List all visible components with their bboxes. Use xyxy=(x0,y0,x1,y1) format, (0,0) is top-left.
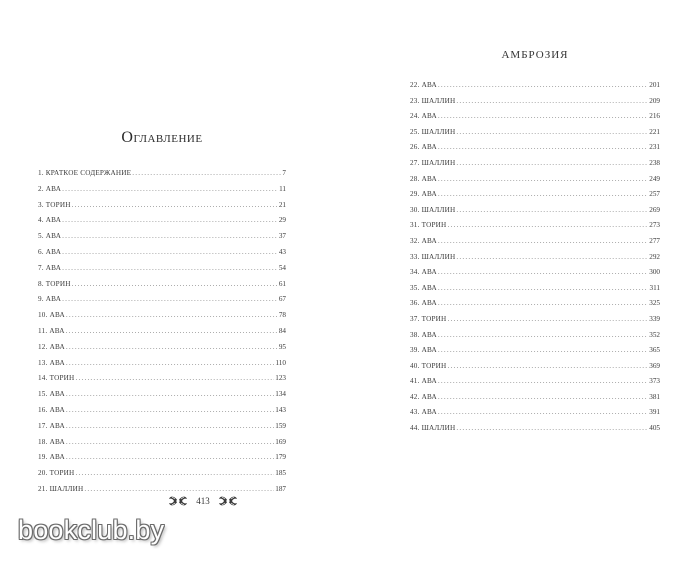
toc-leader-dots xyxy=(447,359,648,375)
toc-entry-page: 311 xyxy=(649,283,660,292)
toc-leader-dots xyxy=(438,78,648,94)
toc-leader-dots xyxy=(438,172,648,188)
toc-entry-label: 38. АВА xyxy=(410,330,437,339)
toc-entry xyxy=(410,374,660,390)
toc-leader-dots xyxy=(62,245,278,261)
toc-entry xyxy=(410,405,660,421)
toc-entry xyxy=(38,450,286,466)
toc-entry-page: 185 xyxy=(275,469,286,478)
toc-entry xyxy=(410,312,660,328)
toc-leader-dots xyxy=(438,343,648,359)
toc-leader-dots xyxy=(62,292,278,308)
toc-entry-label: 30. ШАЛЛИН xyxy=(410,205,456,214)
toc-entry-page: 187 xyxy=(275,484,286,493)
running-head: АМБРОЗИЯ xyxy=(501,49,569,61)
toc-entry xyxy=(38,261,286,277)
toc-entry xyxy=(410,296,660,312)
toc-entry-label: 22. АВА xyxy=(410,81,437,89)
toc-leader-dots xyxy=(66,324,278,340)
toc-entry-page: 201 xyxy=(649,81,660,89)
toc-entry-label: 24. АВА xyxy=(410,112,437,121)
toc-entry-page: 257 xyxy=(649,190,660,199)
toc-leader-dots xyxy=(66,308,278,324)
toc-entry-label: 26. АВА xyxy=(410,143,437,152)
toc-entry-label: 11. АВА xyxy=(38,326,65,335)
toc-entry-page: 277 xyxy=(649,236,660,245)
toc-entry-page: 221 xyxy=(649,127,660,136)
toc-leader-dots xyxy=(66,435,274,451)
toc-entry-label: 12. АВА xyxy=(38,342,65,351)
toc-entry xyxy=(38,277,286,293)
toc-entry-page: 7 xyxy=(282,169,286,177)
toc-entry-label: 19. АВА xyxy=(38,453,65,462)
toc-entry-page: 143 xyxy=(275,405,286,414)
toc-entry-label: 28. АВА xyxy=(410,174,437,183)
toc-title: Оглавление xyxy=(121,129,203,146)
toc-entry-label: 1. КРАТКОЕ СОДЕРЖАНИЕ xyxy=(38,169,132,177)
toc-entry xyxy=(410,359,660,375)
toc-entry-label: 5. АВА xyxy=(38,232,62,241)
toc-leader-dots xyxy=(72,198,278,214)
toc-entry-label: 16. АВА xyxy=(38,405,65,414)
toc-entry-label: 20. ТОРИН xyxy=(38,469,75,478)
toc-entry-label: 25. ШАЛЛИН xyxy=(410,127,456,136)
ornament-left-icon xyxy=(168,494,188,508)
toc-entry xyxy=(38,403,286,419)
toc-leader-dots xyxy=(66,419,274,435)
toc-entry-page: 238 xyxy=(649,158,660,167)
toc-entry-label: 43. АВА xyxy=(410,408,437,417)
toc-entry xyxy=(38,371,286,387)
toc-entry xyxy=(410,218,660,234)
toc-entry-page: 84 xyxy=(278,326,286,335)
toc-entry-label: 23. ШАЛЛИН xyxy=(410,96,456,105)
toc-entry xyxy=(38,213,286,229)
toc-entry-label: 13. АВА xyxy=(38,358,65,367)
toc-entry-page: 405 xyxy=(649,424,660,433)
toc-entry-page: 369 xyxy=(649,361,660,370)
toc-list-left xyxy=(38,166,286,498)
toc-leader-dots xyxy=(456,250,648,266)
toc-leader-dots xyxy=(75,466,274,482)
toc-leader-dots xyxy=(456,94,648,110)
toc-leader-dots xyxy=(456,421,648,437)
toc-entry-label: 6. АВА xyxy=(38,247,62,256)
toc-entry-page: 231 xyxy=(649,143,660,152)
toc-leader-dots xyxy=(72,277,278,293)
right-page xyxy=(410,0,660,563)
toc-entry-label: 15. АВА xyxy=(38,390,65,399)
toc-entry-label: 42. АВА xyxy=(410,392,437,401)
toc-entry xyxy=(410,250,660,266)
toc-entry xyxy=(410,187,660,203)
toc-leader-dots xyxy=(456,203,648,219)
toc-entry-label: 8. ТОРИН xyxy=(38,279,71,288)
toc-entry xyxy=(38,324,286,340)
toc-entry xyxy=(38,229,286,245)
toc-entry-page: 78 xyxy=(278,311,286,320)
toc-entry xyxy=(410,78,660,94)
toc-entry-label: 41. АВА xyxy=(410,377,437,386)
toc-entry-label: 27. ШАЛЛИН xyxy=(410,158,456,167)
toc-entry-label: 39. АВА xyxy=(410,346,437,355)
toc-entry xyxy=(410,140,660,156)
toc-leader-dots xyxy=(438,296,648,312)
page-footer xyxy=(118,492,288,510)
toc-entry-page: 37 xyxy=(278,232,286,241)
toc-leader-dots xyxy=(438,405,648,421)
toc-entry-label: 33. ШАЛЛИН xyxy=(410,252,456,261)
toc-entry xyxy=(410,265,660,281)
page-number: 413 xyxy=(196,496,210,506)
toc-entry-page: 123 xyxy=(275,374,286,383)
toc-leader-dots xyxy=(66,403,274,419)
toc-entry-page: 67 xyxy=(278,295,286,304)
toc-entry-page: 365 xyxy=(649,346,660,355)
toc-entry-label: 10. АВА xyxy=(38,311,65,320)
toc-entry-label: 32. АВА xyxy=(410,236,437,245)
toc-list-right xyxy=(410,78,660,437)
toc-entry-page: 339 xyxy=(649,314,660,323)
toc-entry xyxy=(410,281,660,297)
toc-entry xyxy=(38,435,286,451)
toc-entry xyxy=(38,356,286,372)
toc-entry-label: 31. ТОРИН xyxy=(410,221,447,230)
toc-leader-dots xyxy=(66,387,274,403)
toc-entry-label: 36. АВА xyxy=(410,299,437,308)
toc-entry xyxy=(38,466,286,482)
toc-entry xyxy=(410,109,660,125)
toc-entry xyxy=(410,421,660,437)
toc-leader-dots xyxy=(438,187,648,203)
toc-entry-label: 35. АВА xyxy=(410,283,437,292)
toc-entry-page: 216 xyxy=(649,112,660,121)
toc-entry xyxy=(410,328,660,344)
toc-leader-dots xyxy=(456,125,648,141)
toc-entry xyxy=(38,182,286,198)
toc-leader-dots xyxy=(62,261,278,277)
toc-entry-label: 29. АВА xyxy=(410,190,437,199)
toc-leader-dots xyxy=(438,328,648,344)
toc-leader-dots xyxy=(66,450,274,466)
toc-entry-label: 14. ТОРИН xyxy=(38,374,75,383)
toc-entry-label: 34. АВА xyxy=(410,268,437,277)
toc-entry-page: 43 xyxy=(278,247,286,256)
toc-entry xyxy=(410,94,660,110)
toc-entry-label: 21. ШАЛЛИН xyxy=(38,484,84,493)
toc-leader-dots xyxy=(438,109,648,125)
toc-leader-dots xyxy=(438,390,648,406)
toc-leader-dots xyxy=(62,229,278,245)
toc-entry-label: 37. ТОРИН xyxy=(410,314,447,323)
ornament-right-icon xyxy=(218,494,238,508)
toc-entry-label: 2. АВА xyxy=(38,184,62,193)
toc-entry-label: 3. ТОРИН xyxy=(38,200,71,209)
toc-entry-page: 95 xyxy=(278,342,286,351)
toc-entry-page: 273 xyxy=(649,221,660,230)
toc-leader-dots xyxy=(66,356,275,372)
toc-entry xyxy=(410,125,660,141)
toc-entry-page: 134 xyxy=(275,390,286,399)
toc-leader-dots xyxy=(438,234,648,250)
toc-entry xyxy=(38,245,286,261)
toc-entry-label: 40. ТОРИН xyxy=(410,361,447,370)
toc-entry xyxy=(410,234,660,250)
toc-entry-label: 9. АВА xyxy=(38,295,62,304)
toc-entry xyxy=(410,203,660,219)
toc-leader-dots xyxy=(75,371,274,387)
toc-leader-dots xyxy=(62,182,278,198)
toc-leader-dots xyxy=(447,312,648,328)
toc-entry xyxy=(38,387,286,403)
toc-entry-page: 352 xyxy=(649,330,660,339)
toc-entry-page: 391 xyxy=(649,408,660,417)
watermark-logo: bookclub.by xyxy=(18,515,165,545)
toc-entry xyxy=(38,419,286,435)
toc-entry xyxy=(410,156,660,172)
toc-entry xyxy=(38,292,286,308)
toc-entry-label: 17. АВА xyxy=(38,421,65,430)
toc-leader-dots xyxy=(62,213,278,229)
toc-entry-label: 7. АВА xyxy=(38,263,62,272)
toc-entry-label: 18. АВА xyxy=(38,437,65,446)
toc-entry-page: 269 xyxy=(649,205,660,214)
toc-entry-page: 209 xyxy=(649,96,660,105)
toc-leader-dots xyxy=(456,156,648,172)
toc-entry-page: 11 xyxy=(279,184,286,193)
toc-leader-dots xyxy=(438,265,648,281)
toc-leader-dots xyxy=(447,218,648,234)
toc-leader-dots xyxy=(438,140,648,156)
toc-entry-page: 159 xyxy=(275,421,286,430)
toc-entry-page: 179 xyxy=(275,453,286,462)
toc-entry-label: 4. АВА xyxy=(38,216,62,225)
toc-entry-label: 44. ШАЛЛИН xyxy=(410,424,456,433)
toc-entry-page: 29 xyxy=(278,216,286,225)
toc-entry-page: 21 xyxy=(278,200,286,209)
toc-entry-page: 61 xyxy=(278,279,286,288)
toc-entry-page: 169 xyxy=(275,437,286,446)
toc-entry xyxy=(410,343,660,359)
toc-entry-page: 54 xyxy=(278,263,286,272)
toc-leader-dots xyxy=(438,281,649,297)
toc-leader-dots xyxy=(438,374,648,390)
toc-entry-page: 292 xyxy=(649,252,660,261)
toc-entry xyxy=(38,308,286,324)
toc-entry xyxy=(38,166,286,182)
toc-entry-page: 110 xyxy=(275,358,286,367)
toc-entry-page: 300 xyxy=(649,268,660,277)
toc-entry xyxy=(38,340,286,356)
left-page xyxy=(38,0,286,563)
toc-leader-dots xyxy=(66,340,278,356)
toc-entry xyxy=(38,198,286,214)
toc-leader-dots xyxy=(132,166,281,182)
toc-entry xyxy=(410,172,660,188)
toc-entry xyxy=(410,390,660,406)
toc-entry-page: 325 xyxy=(649,299,660,308)
toc-entry-page: 249 xyxy=(649,174,660,183)
toc-entry-page: 373 xyxy=(649,377,660,386)
toc-entry-page: 381 xyxy=(649,392,660,401)
